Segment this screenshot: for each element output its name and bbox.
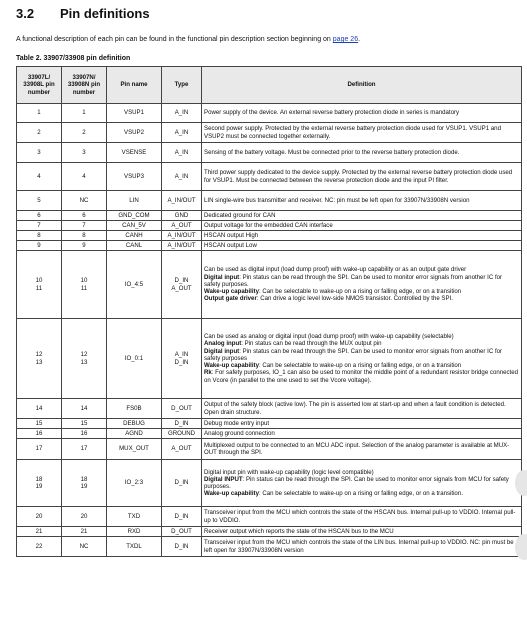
definition-text: Can be used as digital input (load dump proof) with wake-up capability or as an output gate driver — [204, 266, 467, 274]
l-pin-number-cell-value: 5 — [37, 196, 41, 204]
pin-name-cell — [107, 537, 162, 557]
definition-cell — [202, 143, 522, 163]
section-heading — [16, 6, 150, 21]
definition-text: LIN single-wire bus transmitter and receiver. NC: pin must be left open for 33907N/33908N version — [204, 196, 470, 204]
section-title: Pin definitions — [60, 6, 150, 21]
table-caption: Table 2. 33907/33908 pin definition — [16, 55, 131, 62]
n-pin-number-cell — [62, 419, 107, 429]
table-row — [17, 104, 522, 123]
l-pin-number-cell — [17, 241, 62, 251]
pin-name-cell-value: FS0B — [126, 404, 142, 412]
pin-name-cell-value: GND_COM — [118, 211, 150, 219]
l-pin-number-cell-value: 6 — [37, 211, 41, 219]
definition-text: Receiver output which reports the state of the HSCAN bus to the MCU — [204, 527, 394, 535]
definition-term: Wake-up capability — [204, 490, 259, 498]
pin-type-cell-value: A_IN — [174, 172, 189, 180]
definition-paragraph — [204, 149, 519, 156]
definition-paragraph — [204, 169, 519, 183]
pin-type-cell-value: A_IN — [174, 351, 189, 359]
pin-definition-table — [16, 66, 522, 557]
n-pin-number-cell-value: NC — [79, 196, 89, 204]
intro-end: . — [358, 36, 361, 43]
definition-text: : Can be selectable to wake-up on a rising or falling edge, or on a transition — [258, 362, 462, 370]
l-pin-number-cell-value: 12 — [35, 351, 43, 359]
l-pin-number-cell — [17, 319, 62, 399]
l-pin-number-cell-value: 16 — [35, 429, 43, 437]
definition-paragraph — [204, 109, 519, 116]
n-pin-number-cell — [62, 507, 107, 527]
pin-type-cell — [162, 123, 202, 143]
definition-text: : Can drive a logic level low-side NMOS transistor. Controlled by the SPI. — [256, 295, 453, 303]
l-pin-number-cell-value: 4 — [37, 172, 41, 180]
pin-name-cell — [107, 241, 162, 251]
definition-term: Digital input — [204, 273, 240, 281]
definition-term: Digital INPUT — [204, 475, 243, 483]
pin-name-cell-value: CANH — [125, 231, 143, 239]
pin-type-cell — [162, 163, 202, 191]
definition-text: Analog ground connection — [204, 429, 275, 437]
pin-type-cell — [162, 251, 202, 319]
n-pin-number-cell-value: 4 — [82, 172, 86, 180]
pin-name-cell-value: VSUP2 — [124, 128, 144, 136]
pin-type-cell-value: A_IN/OUT — [167, 196, 196, 204]
l-pin-number-cell — [17, 143, 62, 163]
pin-name-cell-value: VSUP3 — [124, 172, 144, 180]
pin-type-cell-value: D_IN — [174, 419, 189, 427]
l-pin-number-cell-value: 8 — [37, 231, 41, 239]
definition-cell — [202, 163, 522, 191]
l-pin-number-cell-value: 11 — [35, 284, 43, 292]
table-row — [17, 221, 522, 231]
pin-type-cell-value: A_IN — [174, 128, 189, 136]
n-pin-number-cell-value: 10 — [80, 277, 88, 285]
pin-name-cell — [107, 191, 162, 211]
definition-cell — [202, 439, 522, 460]
n-pin-number-cell-value: 19 — [80, 483, 88, 490]
pin-name-cell — [107, 507, 162, 527]
pin-type-cell — [162, 191, 202, 211]
pin-name-cell — [107, 231, 162, 241]
l-pin-number-cell — [17, 221, 62, 231]
pin-name-cell-value: DEBUG — [123, 419, 145, 427]
definition-paragraph — [204, 274, 519, 288]
pin-name-cell — [107, 439, 162, 460]
l-pin-number-cell-value: 13 — [35, 358, 43, 366]
pin-name-cell-value: VSENSE — [121, 148, 147, 156]
definition-cell — [202, 231, 522, 241]
n-pin-number-cell — [62, 221, 107, 231]
pin-type-cell — [162, 527, 202, 537]
l-pin-number-cell — [17, 163, 62, 191]
definition-paragraph — [204, 430, 519, 437]
l-pin-number-cell — [17, 537, 62, 557]
pin-name-cell-value: CANL — [125, 241, 143, 249]
pin-name-cell — [107, 163, 162, 191]
definition-paragraph — [204, 476, 519, 490]
pin-name-cell-value: TXD — [127, 512, 141, 520]
definition-term: Digital input — [204, 347, 240, 355]
l-pin-number-cell — [17, 507, 62, 527]
pin-name-cell — [107, 319, 162, 399]
pin-type-cell — [162, 460, 202, 507]
n-pin-number-cell-value: 1 — [82, 109, 86, 117]
definition-text: Second power supply. Protected by the external reverse battery protection diode used for VSUP1. VSUP1 and VSUP2 must be connected together externally. — [204, 125, 501, 140]
table-row — [17, 241, 522, 251]
n-pin-number-cell — [62, 399, 107, 419]
table-row — [17, 191, 522, 211]
pin-name-cell — [107, 143, 162, 163]
table-row — [17, 251, 522, 319]
definition-term: Analog input — [204, 340, 242, 348]
l-pin-number-cell-value: 14 — [35, 404, 43, 412]
definition-cell — [202, 399, 522, 419]
pin-name-cell — [107, 429, 162, 439]
definition-term: Wake-up capability — [204, 288, 259, 296]
l-pin-number-cell — [17, 123, 62, 143]
page-curl-shadow — [515, 534, 527, 560]
n-pin-number-cell — [62, 143, 107, 163]
definition-paragraph — [204, 528, 519, 535]
definition-text: HSCAN output Low — [204, 241, 257, 249]
table-row — [17, 429, 522, 439]
l-pin-number-cell-value: 9 — [37, 241, 41, 249]
pin-type-cell — [162, 439, 202, 460]
pin-name-cell — [107, 419, 162, 429]
definition-text: Third power supply dedicated to the device supply. Protected by the external reverse battery protection diode used for VSUP1. Must be connected between the reverse protection diode and the input PI filter. — [204, 169, 513, 184]
definition-text: : Can be selectable to wake-up on a rising or falling edge, or on a transition — [258, 288, 462, 296]
definition-text: : Pin status can be read through the SPI. Can be used to monitor error signals from another IC for safety purposes — [204, 347, 503, 362]
definition-paragraph — [204, 340, 519, 347]
definition-paragraph — [204, 401, 519, 415]
definition-paragraph — [204, 362, 519, 369]
l-pin-number-cell-value: 15 — [35, 419, 43, 427]
n-pin-number-cell — [62, 211, 107, 221]
pin-type-cell-value: D_OUT — [171, 527, 192, 535]
l-pin-number-cell-value: 1 — [37, 109, 41, 117]
table-header-row — [17, 67, 522, 104]
definition-paragraph — [204, 333, 519, 340]
pin-type-cell — [162, 419, 202, 429]
definition-paragraph — [204, 348, 519, 362]
table-row — [17, 143, 522, 163]
n-pin-number-cell — [62, 123, 107, 143]
definition-text: Can be used as analog or digital input (load dump proof) with wake-up capability (selectable) — [204, 333, 454, 341]
pin-type-cell-value: A_IN — [174, 148, 189, 156]
pin-type-cell-value: A_IN/OUT — [167, 231, 196, 239]
n-pin-number-cell-value: 6 — [82, 211, 86, 219]
definition-paragraph — [204, 539, 519, 553]
definition-text: Transceiver input from the MCU which controls the state of the LIN bus. Internal pull-up to VDDIO. NC: pin must be left open for 33907N/33908N version — [204, 539, 514, 554]
header-definition: Definition — [202, 67, 522, 104]
definition-paragraph — [204, 212, 519, 219]
pin-name-cell — [107, 251, 162, 319]
definition-cell — [202, 241, 522, 251]
definition-cell — [202, 104, 522, 123]
pin-type-cell-value: D_IN — [174, 358, 189, 366]
table-body — [17, 104, 522, 557]
definition-text: Output of the safety block (active low). The pin is asserted low at start-up and when a fault condition is detected. Open drain structure. — [204, 401, 506, 416]
table-row — [17, 507, 522, 527]
l-pin-number-cell-value: 21 — [35, 527, 43, 535]
definition-term: Output gate driver — [204, 295, 257, 303]
l-pin-number-cell — [17, 251, 62, 319]
l-pin-number-cell-value: 2 — [37, 128, 41, 136]
n-pin-number-cell — [62, 527, 107, 537]
pin-type-cell-value: A_IN/OUT — [167, 241, 196, 249]
n-pin-number-cell-value: 11 — [80, 284, 88, 292]
n-pin-number-cell — [62, 231, 107, 241]
definition-paragraph — [204, 469, 519, 476]
table-row — [17, 123, 522, 143]
pin-type-cell — [162, 211, 202, 221]
n-pin-number-cell — [62, 429, 107, 439]
section-number: 3.2 — [16, 6, 35, 21]
pin-type-cell-value: D_IN — [174, 277, 189, 285]
pin-name-cell-value: MUX_OUT — [119, 445, 149, 453]
pin-type-cell — [162, 221, 202, 231]
definition-paragraph — [204, 420, 519, 427]
definition-text: : Pin status can be read through the MUX output pin — [241, 340, 382, 348]
pin-type-cell-value: D_OUT — [171, 404, 192, 412]
definition-term: Rk — [204, 369, 212, 377]
table-row — [17, 231, 522, 241]
pin-type-cell — [162, 104, 202, 123]
n-pin-number-cell — [62, 319, 107, 399]
pin-type-cell-value: A_IN — [174, 109, 189, 117]
pin-type-cell — [162, 241, 202, 251]
header-n-pin: 33907N/ 33908N pin number — [62, 67, 107, 104]
table-row — [17, 460, 522, 507]
pin-type-cell-value: D_IN — [174, 542, 189, 550]
n-pin-number-cell — [62, 251, 107, 319]
definition-term: Wake-up capability — [204, 362, 259, 370]
n-pin-number-cell-value: 12 — [80, 351, 88, 359]
pin-type-cell — [162, 399, 202, 419]
n-pin-number-cell-value: 21 — [80, 527, 88, 535]
pin-type-cell — [162, 319, 202, 399]
definition-cell — [202, 537, 522, 557]
definition-text: : Pin status can be read through the SPI. Can be used to monitor error signals from another IC for safety purposes. — [204, 273, 503, 288]
definition-cell — [202, 191, 522, 211]
definition-cell — [202, 507, 522, 527]
definition-paragraph — [204, 295, 519, 302]
definition-paragraph — [204, 242, 519, 249]
n-pin-number-cell — [62, 241, 107, 251]
definition-paragraph — [204, 490, 519, 497]
table-row — [17, 537, 522, 557]
table-row — [17, 319, 522, 399]
definition-text: Power supply of the device. An external reverse battery protection diode in series is mandatory — [204, 109, 460, 117]
n-pin-number-cell-value: 17 — [80, 445, 88, 453]
definition-cell — [202, 211, 522, 221]
n-pin-number-cell-value: 15 — [80, 419, 88, 427]
table-row — [17, 527, 522, 537]
pin-type-cell — [162, 143, 202, 163]
n-pin-number-cell — [62, 439, 107, 460]
n-pin-number-cell-value: 9 — [82, 241, 86, 249]
l-pin-number-cell — [17, 191, 62, 211]
intro-text: A functional description of each pin can be found in the functional pin description section beginning on — [16, 36, 333, 43]
table-row — [17, 419, 522, 429]
definition-text: : For safety purposes, IO_1 can also be used to monitor the middle point of a redundant resistor bridge connected on Vcore (in parallel to the one used to set the Vcore voltage). — [204, 369, 519, 384]
n-pin-number-cell-value: 8 — [82, 231, 86, 239]
pin-type-cell-value: GROUND — [167, 429, 196, 437]
definition-text: Multiplexed output to be connected to an MCU ADC input. Selection of the analog parameter is available at MUX-OUT through the SPI. — [204, 441, 510, 456]
table-row — [17, 163, 522, 191]
l-pin-number-cell — [17, 429, 62, 439]
pin-type-cell — [162, 429, 202, 439]
pin-type-cell — [162, 231, 202, 241]
l-pin-number-cell — [17, 104, 62, 123]
l-pin-number-cell-value: 17 — [35, 445, 43, 453]
pin-type-cell-value: GND — [174, 211, 189, 219]
n-pin-number-cell-value: NC — [79, 542, 89, 550]
n-pin-number-cell-value: 7 — [82, 221, 86, 229]
pin-name-cell-value: IO_0:1 — [124, 354, 144, 362]
pin-name-cell-value: RXD — [127, 527, 141, 535]
l-pin-number-cell — [17, 231, 62, 241]
n-pin-number-cell — [62, 163, 107, 191]
l-pin-number-cell-value: 10 — [35, 277, 43, 285]
definition-paragraph — [204, 266, 519, 273]
definition-cell — [202, 123, 522, 143]
l-pin-number-cell-value: 3 — [37, 148, 41, 156]
definition-cell — [202, 221, 522, 231]
l-pin-number-cell-value: 22 — [35, 542, 43, 550]
n-pin-number-cell — [62, 104, 107, 123]
definition-text: : Pin status can be read through the SPI. Can be used to monitor error signals from MCU for safety purposes. — [204, 475, 509, 490]
pin-type-cell-value: A_OUT — [171, 221, 192, 229]
definition-cell — [202, 429, 522, 439]
l-pin-number-cell-value: 7 — [37, 221, 41, 229]
pin-name-cell-value: CAN_5V — [122, 221, 146, 229]
pin-type-cell-value: D_IN — [174, 479, 189, 487]
header-pin-name: Pin name — [107, 67, 162, 104]
l-pin-number-cell — [17, 211, 62, 221]
definition-paragraph — [204, 125, 519, 139]
l-pin-number-cell-value: 19 — [35, 483, 43, 490]
definition-cell — [202, 527, 522, 537]
n-pin-number-cell — [62, 460, 107, 507]
table-row — [17, 211, 522, 221]
table-row — [17, 399, 522, 419]
definition-text: Debug mode entry input — [204, 419, 270, 427]
definition-text: Digital input pin with wake-up capability (logic level compatible) — [204, 468, 374, 476]
n-pin-number-cell — [62, 191, 107, 211]
l-pin-number-cell — [17, 399, 62, 419]
definition-paragraph — [204, 442, 519, 456]
intro-paragraph — [16, 36, 360, 43]
l-pin-number-cell — [17, 419, 62, 429]
table-row — [17, 439, 522, 460]
definition-text: HSCAN output High — [204, 231, 259, 239]
l-pin-number-cell — [17, 439, 62, 460]
l-pin-number-cell — [17, 527, 62, 537]
pin-type-cell — [162, 507, 202, 527]
definition-text: : Can be selectable to wake-up on a rising or falling edge, or on a transition. — [258, 490, 463, 498]
definition-paragraph — [204, 232, 519, 239]
n-pin-number-cell — [62, 537, 107, 557]
definition-cell — [202, 419, 522, 429]
pin-type-cell-value: A_OUT — [171, 284, 192, 292]
definition-paragraph — [204, 222, 519, 229]
header-l-pin: 33907L/ 33908L pin number — [17, 67, 62, 104]
definition-cell — [202, 460, 522, 507]
definition-text: Dedicated ground for CAN — [204, 211, 276, 219]
n-pin-number-cell-value: 20 — [80, 512, 88, 520]
pin-name-cell-value: IO_2:3 — [124, 479, 144, 487]
pin-name-cell-value: IO_4:5 — [124, 280, 144, 288]
definition-cell — [202, 319, 522, 399]
pin-name-cell-value: LIN — [129, 196, 139, 204]
definition-text: Output voltage for the embedded CAN interface — [204, 221, 333, 229]
definition-text: Transceiver input from the MCU which controls the state of the HSCAN bus. Internal pull-up to VDDIO. Internal pull-up to VDDIO. — [204, 509, 516, 524]
pin-name-cell — [107, 104, 162, 123]
pin-name-cell-value: AGND — [125, 429, 143, 437]
definition-text: Sensing of the battery voltage. Must be connected prior to the reverse battery protection diode. — [204, 148, 460, 156]
pin-type-cell — [162, 537, 202, 557]
definition-cell — [202, 251, 522, 319]
page-curl-shadow — [515, 470, 527, 496]
l-pin-number-cell-value: 18 — [35, 475, 43, 483]
pin-name-cell — [107, 527, 162, 537]
pin-type-cell-value: D_IN — [174, 512, 189, 520]
pin-type-cell-value: A_OUT — [171, 445, 192, 453]
pin-name-cell — [107, 221, 162, 231]
pin-name-cell — [107, 211, 162, 221]
n-pin-number-cell-value: 13 — [80, 358, 88, 366]
definition-paragraph — [204, 288, 519, 295]
n-pin-number-cell-value: 2 — [82, 128, 86, 136]
pin-name-cell-value: TXDL — [126, 542, 142, 550]
n-pin-number-cell-value: 14 — [80, 404, 88, 412]
pin-name-cell — [107, 460, 162, 507]
page-link[interactable]: page 26 — [332, 36, 359, 43]
n-pin-number-cell-value: 18 — [80, 475, 88, 483]
pin-name-cell — [107, 399, 162, 419]
pin-name-cell — [107, 123, 162, 143]
definition-paragraph — [204, 509, 519, 523]
l-pin-number-cell-value: 20 — [35, 512, 43, 520]
l-pin-number-cell — [17, 460, 62, 507]
header-type: Type — [162, 67, 202, 104]
pin-name-cell-value: VSUP1 — [124, 109, 144, 117]
definition-paragraph — [204, 369, 519, 383]
n-pin-number-cell-value: 3 — [82, 148, 86, 156]
n-pin-number-cell-value: 16 — [80, 429, 88, 437]
definition-paragraph — [204, 197, 519, 204]
